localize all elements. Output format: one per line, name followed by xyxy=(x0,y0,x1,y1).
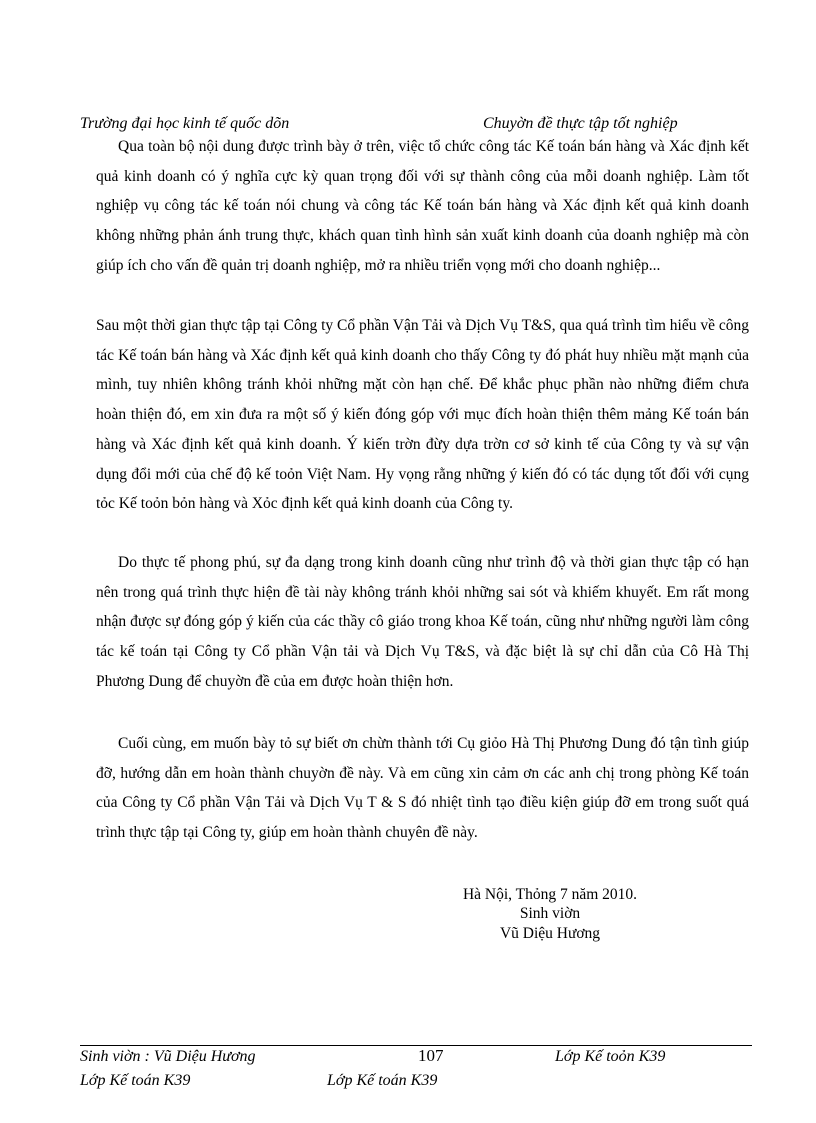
signature-date: Hà Nội, Thỏng 7 năm 2010. xyxy=(462,886,638,903)
footer-class-middle: Lớp Kế toán K39 xyxy=(327,1072,438,1089)
footer-class-left: Lớp Kế toán K39 xyxy=(80,1072,191,1089)
paragraph-4: Cuối cùng, em muốn bày tỏ sự biết ơn chừn thành tới Cụ giỏo Hà Thị Phương Dung đó tận tình giúp đỡ, hướng dẫn em hoàn thành chuyờn đề này. Và em cũng xin cảm ơn các anh chị trong phòng Kế toán của Công ty Cổ phần Vận Tải và Dịch Vụ T & S đó nhiệt tình tạo điều kiện giúp đỡ em trong suốt quá trình thực tập tại Công ty, giúp em hoàn thành chuyên đề này. xyxy=(96,735,749,842)
header-report-title: Chuyờn đề thực tập tốt nghiệp xyxy=(483,115,678,132)
paragraph-2: Sau một thời gian thực tập tại Công ty Cổ phần Vận Tải và Dịch Vụ T&S, qua quá trình tìm hiểu về công tác Kế toán bán hàng và Xác định kết quả kinh doanh cho thấy Công ty đó phát huy nhiều mặt mạnh của mình, tuy nhiên không tránh khỏi những mặt còn hạn chế. Để khắc phục phần nào những điểm chưa hoàn thiện đó, em xin đưa ra một số ý kiến đóng góp với mục đích hoàn thiện thêm mảng Kế toán bán hàng và Xác định kết quả kinh doanh. Ý kiến trờn đừy dựa trờn cơ sở kinh tế của Công ty và sự vận dụng đổi mới của chế độ kế toỏn Việt Nam. Hy vọng rằng những ý kiến đó có tác dụng tốt đối với cụng tỏc Kế toỏn bỏn hàng và Xỏc định kết quả kinh doanh của Công ty. xyxy=(96,317,749,513)
header-university: Trường đại học kinh tế quốc dõn xyxy=(80,115,290,132)
page-number: 107 xyxy=(418,1046,444,1065)
footer-class-right: Lớp Kế toỏn K39 xyxy=(555,1048,666,1065)
signature-name: Vũ Diệu Hương xyxy=(499,925,601,942)
paragraph-1: Qua toàn bộ nội dung được trình bày ở trên, việc tổ chức công tác Kế toán bán hàng và Xác định kết quả kinh doanh có ý nghĩa cực kỳ quan trọng đối với sự thành công của mỗi doanh nghiệp. Làm tốt nghiệp vụ công tác kế toán nói chung và công tác Kế toán bán hàng và Xác định kết quả kinh doanh không những phản ánh trung thực, khách quan tình hình sản xuất kinh doanh của doanh nghiệp mà còn giúp ích cho vấn đề quản trị doanh nghiệp, mở ra nhiều triển vọng mới cho doanh nghiệp... xyxy=(96,138,749,274)
paragraph-3: Do thực tế phong phú, sự đa dạng trong kinh doanh cũng như trình độ và thời gian thực tập có hạn nên trong quá trình thực hiện đề tài này không tránh khỏi những sai sót và khiếm khuyết. Em rất mong nhận được sự đóng góp ý kiến của các thầy cô giáo trong khoa Kế toán, cũng như những người làm công tác kế toán tại Công ty Cổ phần Vận tải và Dịch Vụ T&S, và đặc biệt là sự chỉ dẫn của Cô Hà Thị Phương Dung để chuyờn đề của em được hoàn thiện hơn. xyxy=(96,554,749,690)
signature-role: Sinh viờn xyxy=(519,905,581,922)
footer-divider xyxy=(80,1045,752,1046)
footer-student: Sinh viờn : Vũ Diệu Hương xyxy=(80,1048,256,1065)
